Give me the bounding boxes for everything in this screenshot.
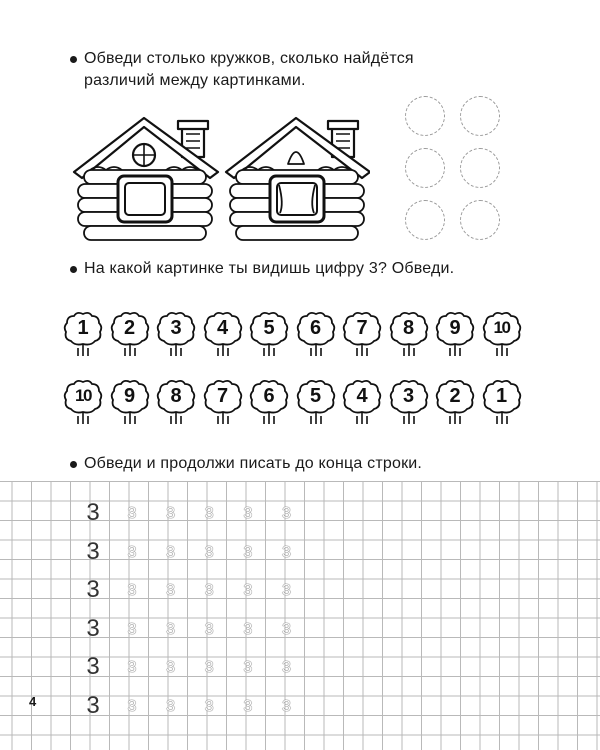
- tree-number: 9: [449, 317, 461, 339]
- bullet-icon: [70, 56, 77, 63]
- dashed-circle[interactable]: [460, 148, 500, 188]
- dashed-digit[interactable]: 3: [166, 659, 176, 677]
- dashed-circle[interactable]: [460, 200, 500, 240]
- dashed-digit[interactable]: 3: [204, 620, 214, 638]
- dashed-digit[interactable]: 3: [204, 582, 214, 600]
- tree-number: 1: [495, 385, 508, 407]
- number-tree[interactable]: [342, 310, 382, 358]
- dashed-digit[interactable]: 3: [166, 698, 176, 715]
- tree-number: 7: [356, 317, 368, 339]
- dashed-digit[interactable]: 3: [281, 543, 291, 561]
- dashed-circle[interactable]: [460, 96, 500, 136]
- sample-digit: 3: [86, 653, 100, 681]
- dashed-digit[interactable]: 3: [166, 505, 176, 522]
- number-tree[interactable]: [203, 310, 243, 358]
- number-tree[interactable]: [110, 378, 150, 426]
- number-tree[interactable]: [296, 310, 336, 358]
- dashed-digit[interactable]: 3: [281, 698, 291, 715]
- number-tree[interactable]: [249, 310, 289, 358]
- number-tree[interactable]: [63, 378, 103, 426]
- dashed-digit[interactable]: 3: [166, 543, 176, 561]
- house-left: [74, 118, 218, 240]
- dashed-digit[interactable]: 3: [243, 505, 253, 522]
- tree-number: 4: [356, 385, 368, 407]
- sample-digit: 3: [86, 537, 100, 565]
- dashed-circle[interactable]: [405, 148, 445, 188]
- sample-digit: 3: [86, 499, 100, 526]
- sample-digit: 3: [86, 692, 100, 719]
- dashed-digit[interactable]: 3: [243, 659, 253, 677]
- dashed-digit[interactable]: 3: [127, 505, 137, 522]
- tree-number: 8: [402, 317, 415, 339]
- number-tree[interactable]: [110, 310, 150, 358]
- number-tree[interactable]: [156, 378, 196, 426]
- number-tree[interactable]: [249, 378, 289, 426]
- page-number: 4: [29, 694, 37, 709]
- tree-number: 10: [493, 318, 510, 337]
- tree-number: 6: [309, 317, 322, 339]
- dashed-digit[interactable]: 3: [281, 582, 291, 600]
- dashed-digit[interactable]: 3: [204, 543, 214, 561]
- sample-digit: 3: [86, 614, 100, 642]
- tree-number: 6: [263, 385, 275, 407]
- tree-number: 9: [123, 385, 136, 407]
- dashed-digit[interactable]: 3: [127, 659, 137, 677]
- dashed-digit[interactable]: 3: [243, 582, 253, 600]
- task-3-text: Обведи и продолжи писать до конца строки.: [84, 455, 423, 472]
- dashed-digit[interactable]: 3: [127, 620, 137, 638]
- tree-number: 3: [402, 385, 415, 407]
- dashed-digit[interactable]: 3: [166, 620, 176, 638]
- task-3-instruction: [84, 453, 422, 475]
- bullet-icon: [70, 266, 77, 273]
- dashed-digit[interactable]: 3: [127, 582, 137, 600]
- dashed-digit[interactable]: 3: [127, 698, 137, 715]
- task-2-instruction: [84, 258, 454, 280]
- tree-number: 7: [216, 385, 229, 407]
- sample-digit: 3: [86, 576, 100, 604]
- tree-number: 2: [123, 317, 136, 339]
- dashed-circle[interactable]: [405, 200, 445, 240]
- tree-number: 8: [170, 385, 182, 407]
- tree-number: 1: [77, 317, 89, 339]
- task-1-instruction: [84, 48, 414, 92]
- tree-number: 2: [449, 385, 461, 407]
- dashed-digit[interactable]: 3: [127, 543, 137, 561]
- task-2-text: На какой картинке ты видишь цифру 3? Обведи.: [84, 260, 455, 277]
- task-1-line-2: различий между картинками.: [84, 72, 306, 89]
- number-tree[interactable]: [342, 378, 382, 426]
- task-1-line-1: Обведи столько кружков, сколько найдётся: [84, 50, 414, 67]
- number-tree[interactable]: [203, 378, 243, 426]
- tree-number: 3: [170, 317, 182, 339]
- dashed-digit[interactable]: 3: [204, 505, 214, 522]
- number-tree[interactable]: [482, 378, 522, 426]
- dashed-digit[interactable]: 3: [281, 659, 291, 677]
- number-tree[interactable]: [482, 310, 522, 358]
- number-tree[interactable]: [389, 378, 429, 426]
- tree-number: 5: [309, 385, 322, 407]
- dashed-circle[interactable]: [405, 96, 445, 136]
- dashed-digit[interactable]: 3: [243, 543, 253, 561]
- dashed-digit[interactable]: 3: [243, 620, 253, 638]
- houses-illustration: [70, 112, 370, 242]
- number-tree[interactable]: [435, 378, 475, 426]
- tree-number: 5: [263, 317, 275, 339]
- dashed-digit[interactable]: 3: [166, 582, 176, 600]
- tree-number: 10: [75, 386, 91, 405]
- number-tree[interactable]: [156, 310, 196, 358]
- dashed-digit[interactable]: 3: [204, 698, 214, 715]
- house-right: [226, 118, 370, 240]
- dashed-digit[interactable]: 3: [281, 620, 291, 638]
- number-tree[interactable]: [389, 310, 429, 358]
- dashed-digit[interactable]: 3: [281, 505, 291, 522]
- bullet-icon: [70, 461, 77, 468]
- number-tree[interactable]: [435, 310, 475, 358]
- number-tree[interactable]: [63, 310, 103, 358]
- number-tree[interactable]: [296, 378, 336, 426]
- tree-number: 4: [216, 317, 229, 339]
- dashed-digit[interactable]: 3: [243, 698, 253, 715]
- dashed-digit[interactable]: 3: [204, 659, 214, 677]
